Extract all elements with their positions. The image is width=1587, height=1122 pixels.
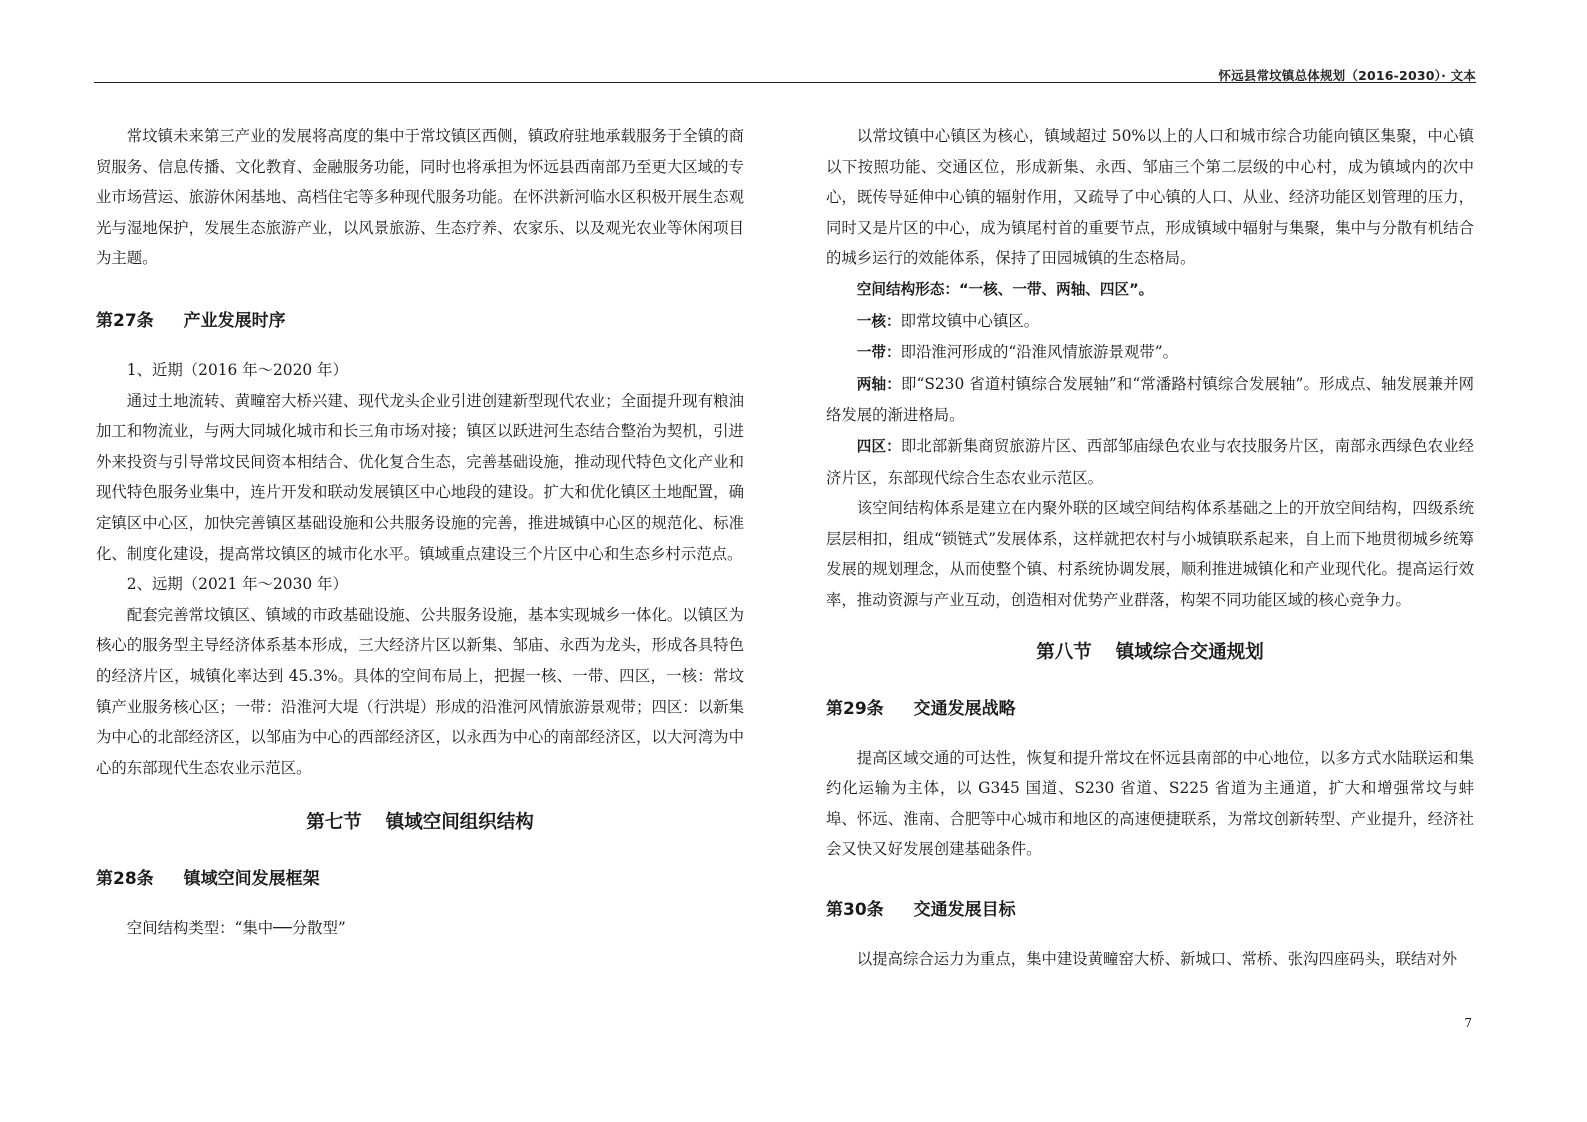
structure-form-label: 空间结构形态：“一核、一带、两轴、四区”。 (856, 280, 1154, 298)
article-number: 第29条 (826, 698, 884, 719)
paragraph-traffic-strategy: 提高区域交通的可达性，恢复和提升常坟在怀远县南部的中心地位，以多方式水陆联运和集约化运输为主体，以 G345 国道、S230 省道、S225 省道为主通道，扩大和增强常坟与蚌埠、怀远、淮南、合肥等中心城市和地区的高速便捷联系，为常坟创新转型、产业提升，经济社会又快又好发展创建基础条件。 (826, 748, 1474, 859)
section-number: 第七节 (306, 812, 362, 834)
one-belt-text: 即沿淮河形成的“沿淮风情旅游景观带”。 (900, 343, 1178, 362)
left-column (96, 121, 744, 944)
two-axes-item (826, 369, 1474, 431)
article-title: 产业发展时序 (183, 310, 286, 331)
article-title: 交通发展目标 (913, 899, 1016, 920)
four-zones-label: 四区： (856, 437, 901, 455)
near-term-text: 通过土地流转、黄疃窑大桥兴建、现代龙头企业引进创建新型现代农业；全面提升现有粮油加工和物流业，与两大同城化城市和长三角市场对接；镇区以跃进河生态结合整治为契机，引进外来投资与引导常坟民间资本相结合、优化复合生态，完善基础设施，推动现代特色文化产业和现代特色服务业集中，连片开发和联动发展镇区中心地段的建设。扩大和优化镇区土地配置，确定镇区中心区，加快完善镇区基础设施和公共服务设施的完善，推进城镇中心区的规范化、标准化、制度化建设，提高常坟镇区的城市化水平。镇域重点建设三个片区中心和生态乡村示范点。 (96, 391, 744, 563)
right-column (826, 121, 1474, 974)
two-axes-label: 两轴： (856, 375, 901, 393)
article-30-heading (826, 895, 1474, 920)
long-term-text: 配套完善常坟镇区、镇域的市政基础设施、公共服务设施，基本实现城乡一体化。以镇区为核心的服务型主导经济体系基本形成，三大经济片区以新集、邹庙、永西为龙头，形成各具特色的经济片区，城镇化率达到 45.3%。具体的空间布局上，把握一核、一带、四区，一核：常坟镇产业服务核心区；一带：沿淮河大堤（行洪堤）形成的沿淮河风情旅游景观带；四区：以新集为中心的北部经济区，以邹庙为中心的西部经济区，以永西为中心的南部经济区，以大河湾为中心的东部现代生态农业示范区。 (96, 605, 744, 777)
near-term-label: 1、近期（2016 年～2020 年） (126, 360, 348, 379)
paragraph-traffic-goal: 以提高综合运力为重点，集中建设黄疃窑大桥、新城口、常桥、张沟四座码头，联结对外 (856, 949, 1458, 968)
header-rule (94, 82, 1476, 83)
section-title: 镇域综合交通规划 (1115, 641, 1264, 663)
long-term-label: 2、远期（2021 年～2030 年） (126, 575, 348, 594)
document-header-title: 怀远县常坟镇总体规划（2016-2030）· 文本 (1218, 68, 1476, 83)
one-belt-item (826, 337, 1474, 369)
section-title: 镇域空间组织结构 (385, 812, 534, 834)
section-8-heading (826, 638, 1474, 664)
four-zones-text: 即北部新集商贸旅游片区、西部邹庙绿色农业与农技服务片区，南部永西绿色农业经济片区，东部现代综合生态农业示范区。 (826, 436, 1474, 487)
two-axes-text: 即“S230 省道村镇综合发展轴”和“常潘路村镇综合发展轴”。形成点、轴发展兼并网络发展的渐进格局。 (826, 374, 1474, 425)
paragraph-tertiary-industry: 常坟镇未来第三产业的发展将高度的集中于常坟镇区西侧，镇政府驻地承载服务于全镇的商贸服务、信息传播、文化教育、金融服务功能，同时也将承担为怀远县西南部乃至更大区域的专业市场营运、旅游休闲基地、高档住宅等多种现代服务功能。在怀洪新河临水区积极开展生态观光与湿地保护，发展生态旅游产业，以风景旅游、生态疗养、农家乐、以及观光农业等休闲项目为主题。 (96, 127, 744, 268)
paragraph-core-structure: 以常坟镇中心镇区为核心，镇域超过 50%以上的人口和城市综合功能向镇区集聚，中心镇以下按照功能、交通区位，形成新集、永西、邹庙三个第二层级的中心村，成为镇域内的次中心，既传导延伸中心镇的辐射作用，又疏导了中心镇的人口、从业、经济功能区划管理的压力，同时又是片区的中心，成为镇尾村首的重要节点，形成镇域中辐射与集聚，集中与分散有机结合的城乡运行的效能体系，保持了田园城镇的生态格局。 (826, 127, 1474, 268)
one-core-item (826, 306, 1474, 338)
section-7-heading (96, 808, 744, 834)
article-number: 第28条 (96, 869, 154, 890)
section-number: 第八节 (1036, 641, 1092, 663)
article-28-heading (96, 864, 744, 889)
article-29-heading (826, 694, 1474, 719)
article-number: 第30条 (826, 899, 884, 920)
one-belt-label: 一带： (856, 344, 901, 362)
page-number: 7 (1464, 1016, 1472, 1030)
paragraph-structure-system: 该空间结构体系是建立在内聚外联的区域空间结构体系基础之上的开放空间结构，四级系统层层相扣，组成“锁链式”发展体系，这样就把农村与小城镇联系起来，自上而下地贯彻城乡统筹发展的规划理念，从而使整个镇、村系统协调发展，顺利推进城镇化和产业现代化。提高运行效率，推动资源与产业互动，创造相对优势产业群落，构架不同功能区域的核心竞争力。 (826, 499, 1474, 609)
one-core-label: 一核： (856, 312, 901, 330)
article-27-heading (96, 306, 744, 331)
structure-type: 空间结构类型：“集中──分散型” (126, 919, 346, 938)
four-zones-item (826, 431, 1474, 493)
article-title: 镇域空间发展框架 (183, 869, 320, 890)
one-core-text: 即常坟镇中心镇区。 (900, 311, 1040, 330)
article-title: 交通发展战略 (913, 698, 1016, 719)
article-number: 第27条 (96, 310, 154, 331)
